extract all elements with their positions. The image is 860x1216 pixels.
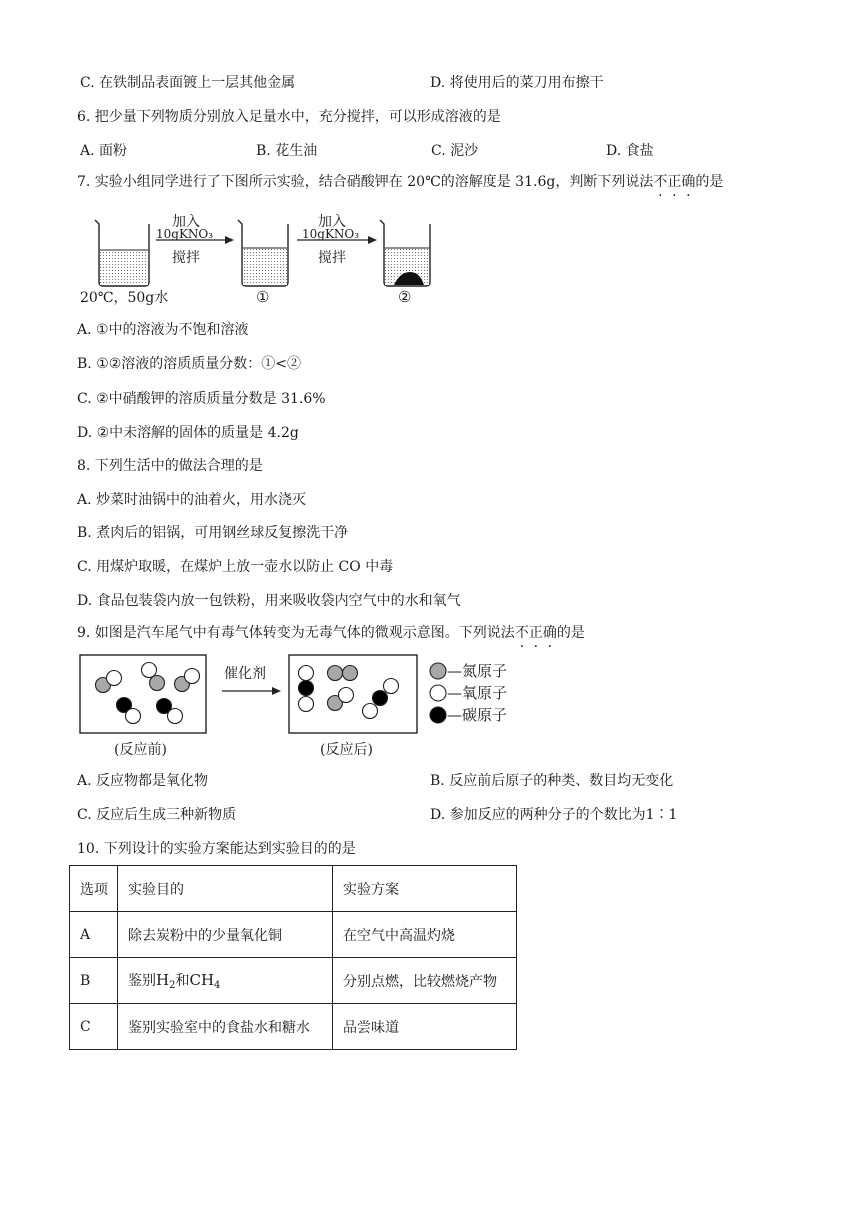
formula-h2 xyxy=(156,971,175,989)
q7-emphasis-char: 确 xyxy=(681,174,696,190)
legend-nitrogen: —氮原子 xyxy=(447,662,508,680)
nitrogen-atom-legend-icon xyxy=(430,663,446,679)
atom-legend xyxy=(430,663,446,723)
beaker-1 xyxy=(238,220,288,286)
row-option: C xyxy=(70,1004,118,1050)
q7-stem-end: 的是 xyxy=(695,174,724,190)
q7-emphasis-char: 不 xyxy=(653,174,668,190)
q7-option-b: B. ①②溶液的溶质质量分数：①<② xyxy=(77,356,302,372)
before-molecules xyxy=(96,663,200,724)
step2-label-add: 加入 xyxy=(318,214,346,230)
row-option: A xyxy=(70,912,118,958)
legend-oxygen: —氧原子 xyxy=(447,684,508,702)
q9-stem-end: 的是 xyxy=(556,625,585,641)
row-plan: 分别点燃，比较燃烧产物 xyxy=(333,958,517,1004)
q7-emphasis-char: 正 xyxy=(667,174,682,190)
q7-option-a: A. ①中的溶液为不饱和溶液 xyxy=(77,322,249,338)
step1-label-add: 加入 xyxy=(172,214,200,230)
q7-beaker-diagram xyxy=(72,206,432,310)
q9-option-a: A. 反应物都是氧化物 xyxy=(77,773,209,789)
reaction-after-label: (反应后) xyxy=(320,742,373,758)
q8-option-a: A. 炒菜时油锅中的油着火，用水浇灭 xyxy=(77,492,307,508)
formula-ch4 xyxy=(189,971,220,989)
q6-stem: 6. 把少量下列物质分别放入足量水中，充分搅拌，可以形成溶液的是 xyxy=(77,109,501,125)
q8-option-d: D. 食品包装袋内放一包铁粉，用来吸收袋内空气中的水和氧气 xyxy=(77,593,461,609)
step1-label-stir: 搅拌 xyxy=(172,250,200,266)
q9-molecule-diagram xyxy=(76,653,536,763)
q9-option-b: B. 反应前后原子的种类、数目均无变化 xyxy=(430,773,674,789)
table-row xyxy=(70,912,517,958)
q9-stem-text: 9. 如图是汽车尾气中有毒气体转变为无毒气体的微观示意图。下列说法 xyxy=(77,625,515,641)
q10-stem: 10. 下列设计的实验方案能达到实验目的的是 xyxy=(77,841,356,857)
q9-option-d: D. 参加反应的两种分子的个数比为1∶1 xyxy=(430,807,678,823)
q10-experiment-table xyxy=(69,865,517,1050)
header-purpose: 实验目的 xyxy=(118,866,333,912)
q7-stem xyxy=(77,172,723,192)
q7-option-c: C. ②中硝酸钾的溶质质量分数是 31.6% xyxy=(77,391,326,407)
beaker-initial xyxy=(95,220,149,286)
row-purpose: 除去炭粉中的少量氧化铜 xyxy=(118,912,333,958)
row-plan: 在空气中高温灼烧 xyxy=(333,912,517,958)
formula-h2-subscript: 2 xyxy=(169,980,176,991)
beaker-initial-label: 20℃，50g水 xyxy=(80,290,169,306)
q9-emphasis-char: 正 xyxy=(528,625,543,641)
row-purpose: 鉴别实验室中的食盐水和糖水 xyxy=(118,1004,333,1050)
legend-carbon: —碳原子 xyxy=(447,706,508,724)
q9-option-c: C. 反应后生成三种新物质 xyxy=(77,807,237,823)
q6-option-c: C. 泥沙 xyxy=(431,143,479,159)
q9-emphasis-char: 确 xyxy=(542,625,557,641)
q9-stem xyxy=(77,623,585,643)
row-plan: 品尝味道 xyxy=(333,1004,517,1050)
oxygen-atom-legend-icon xyxy=(430,685,446,701)
q9-emphasis-char: 不 xyxy=(514,625,529,641)
table-row xyxy=(70,1004,517,1050)
row-purpose xyxy=(118,958,333,1004)
formula-ch4-symbol: CH xyxy=(189,971,215,989)
header-option: 选项 xyxy=(70,866,118,912)
after-molecules xyxy=(299,666,399,719)
catalyst-label: 催化剂 xyxy=(224,666,266,682)
header-plan: 实验方案 xyxy=(333,866,517,912)
beaker-1-label: ① xyxy=(256,288,270,306)
q6-option-d: D. 食盐 xyxy=(606,143,654,159)
step1-label-amount: 10gKNO₃ xyxy=(156,227,214,241)
q5-option-c: C. 在铁制品表面镀上一层其他金属 xyxy=(80,75,296,91)
purpose-connector: 和 xyxy=(175,973,190,989)
q5-option-d: D. 将使用后的菜刀用布擦干 xyxy=(430,75,604,91)
carbon-atom-legend-icon xyxy=(430,707,446,723)
formula-h2-symbol: H xyxy=(156,971,170,989)
q8-option-b: B. 煮肉后的铝锅，可用钢丝球反复擦洗干净 xyxy=(77,525,349,541)
q7-stem-text: 7. 实验小组同学进行了下图所示实验，结合硝酸钾在 20℃的溶解度是 31.6g，判断下列说法 xyxy=(77,174,654,190)
q8-option-c: C. 用煤炉取暖，在煤炉上放一壶水以防止 CO 中毒 xyxy=(77,559,394,575)
beaker-2-label: ② xyxy=(398,288,412,306)
beaker-2 xyxy=(380,220,430,286)
table-row xyxy=(70,958,517,1004)
reaction-arrow xyxy=(222,687,281,695)
q7-option-d: D. ②中未溶解的固体的质量是 4.2g xyxy=(77,425,299,441)
q6-option-b: B. 花生油 xyxy=(256,143,318,159)
step2-label-stir: 搅拌 xyxy=(318,250,346,266)
q8-stem: 8. 下列生活中的做法合理的是 xyxy=(77,458,263,474)
reaction-before-label: (反应前) xyxy=(114,742,167,758)
q6-option-a: A. 面粉 xyxy=(80,143,128,159)
step2-label-amount: 10gKNO₃ xyxy=(302,227,360,241)
purpose-prefix: 鉴别 xyxy=(128,973,156,989)
row-option: B xyxy=(70,958,118,1004)
table-header-row xyxy=(70,866,517,912)
formula-ch4-subscript: 4 xyxy=(214,980,221,991)
